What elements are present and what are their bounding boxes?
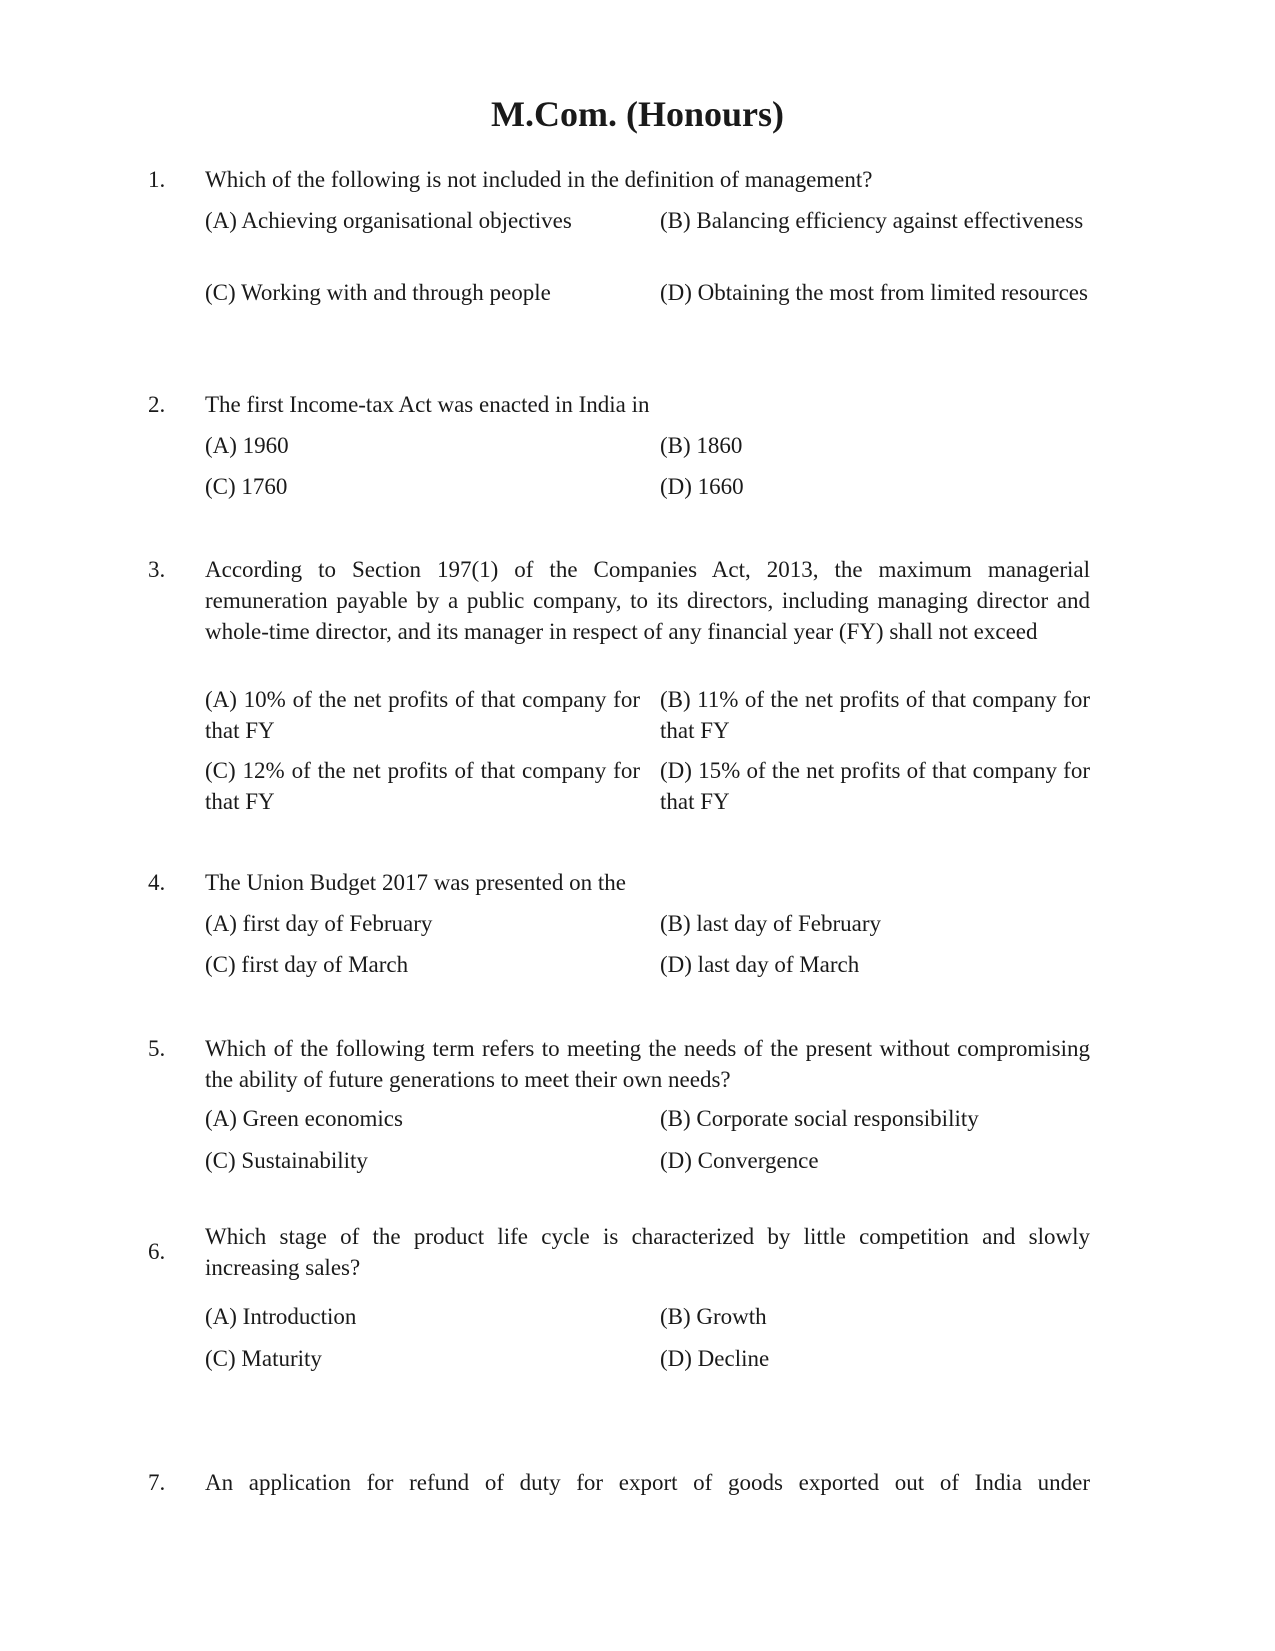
option-b: (B) 1860 [660,433,743,458]
option-a: (A) Achieving organisational objectives [205,208,572,233]
option-a: (A) Introduction [205,1304,357,1329]
option-d: (D) last day of March [660,952,860,977]
option-c: (C) Working with and through people [205,280,551,305]
option-d: (D) Obtaining the most from limited resources [660,280,1088,305]
question-number: 6. [148,1239,166,1264]
question-number: 5. [148,1036,166,1061]
question-number: 2. [148,392,166,417]
question-text: According to Section 197(1) of the Companies Act, 2013, the maximum managerial remuneration payable by a public company, to its directors, including managing director and whole-time director, and its manager in respect of any financial year (FY) shall not exceed [205,557,1090,644]
option-c: (C) 12% of the net profits of that company for that FY [205,758,640,814]
question-number: 3. [148,557,166,582]
option-c: (C) Maturity [205,1346,322,1371]
option-b: (B) Corporate social responsibility [660,1106,979,1131]
question-number: 4. [148,870,166,895]
option-a: (A) first day of February [205,911,433,936]
question-text: Which of the following is not included in the definition of management? [205,167,873,192]
question-text: The Union Budget 2017 was presented on the [205,870,626,895]
option-a: (A) Green economics [205,1106,403,1131]
option-d: (D) 15% of the net profits of that company for that FY [660,758,1090,814]
question-text: The first Income-tax Act was enacted in India in [205,392,650,417]
option-b: (B) Balancing efficiency against effectiveness [660,208,1084,233]
option-c: (C) first day of March [205,952,409,977]
question-text: Which of the following term refers to meeting the needs of the present without compromising the ability of future generations to meet their own needs? [205,1036,1090,1092]
option-d: (D) Decline [660,1346,770,1371]
option-d: (D) Convergence [660,1148,819,1173]
option-a: (A) 1960 [205,433,289,458]
question-text: Which stage of the product life cycle is characterized by little competition and slowly increasing sales? [205,1224,1090,1280]
option-c: (C) 1760 [205,474,288,499]
question-number: 7. [148,1470,166,1495]
option-b: (B) last day of February [660,911,881,936]
page-title: M.Com. (Honours) [491,94,784,134]
question-number: 1. [148,167,166,192]
option-a: (A) 10% of the net profits of that company for that FY [205,687,640,743]
question-text: An application for refund of duty for export of goods exported out of India under [205,1470,1090,1495]
option-d: (D) 1660 [660,474,744,499]
option-b: (B) Growth [660,1304,767,1329]
option-b: (B) 11% of the net profits of that company for that FY [660,687,1090,743]
option-c: (C) Sustainability [205,1148,368,1173]
